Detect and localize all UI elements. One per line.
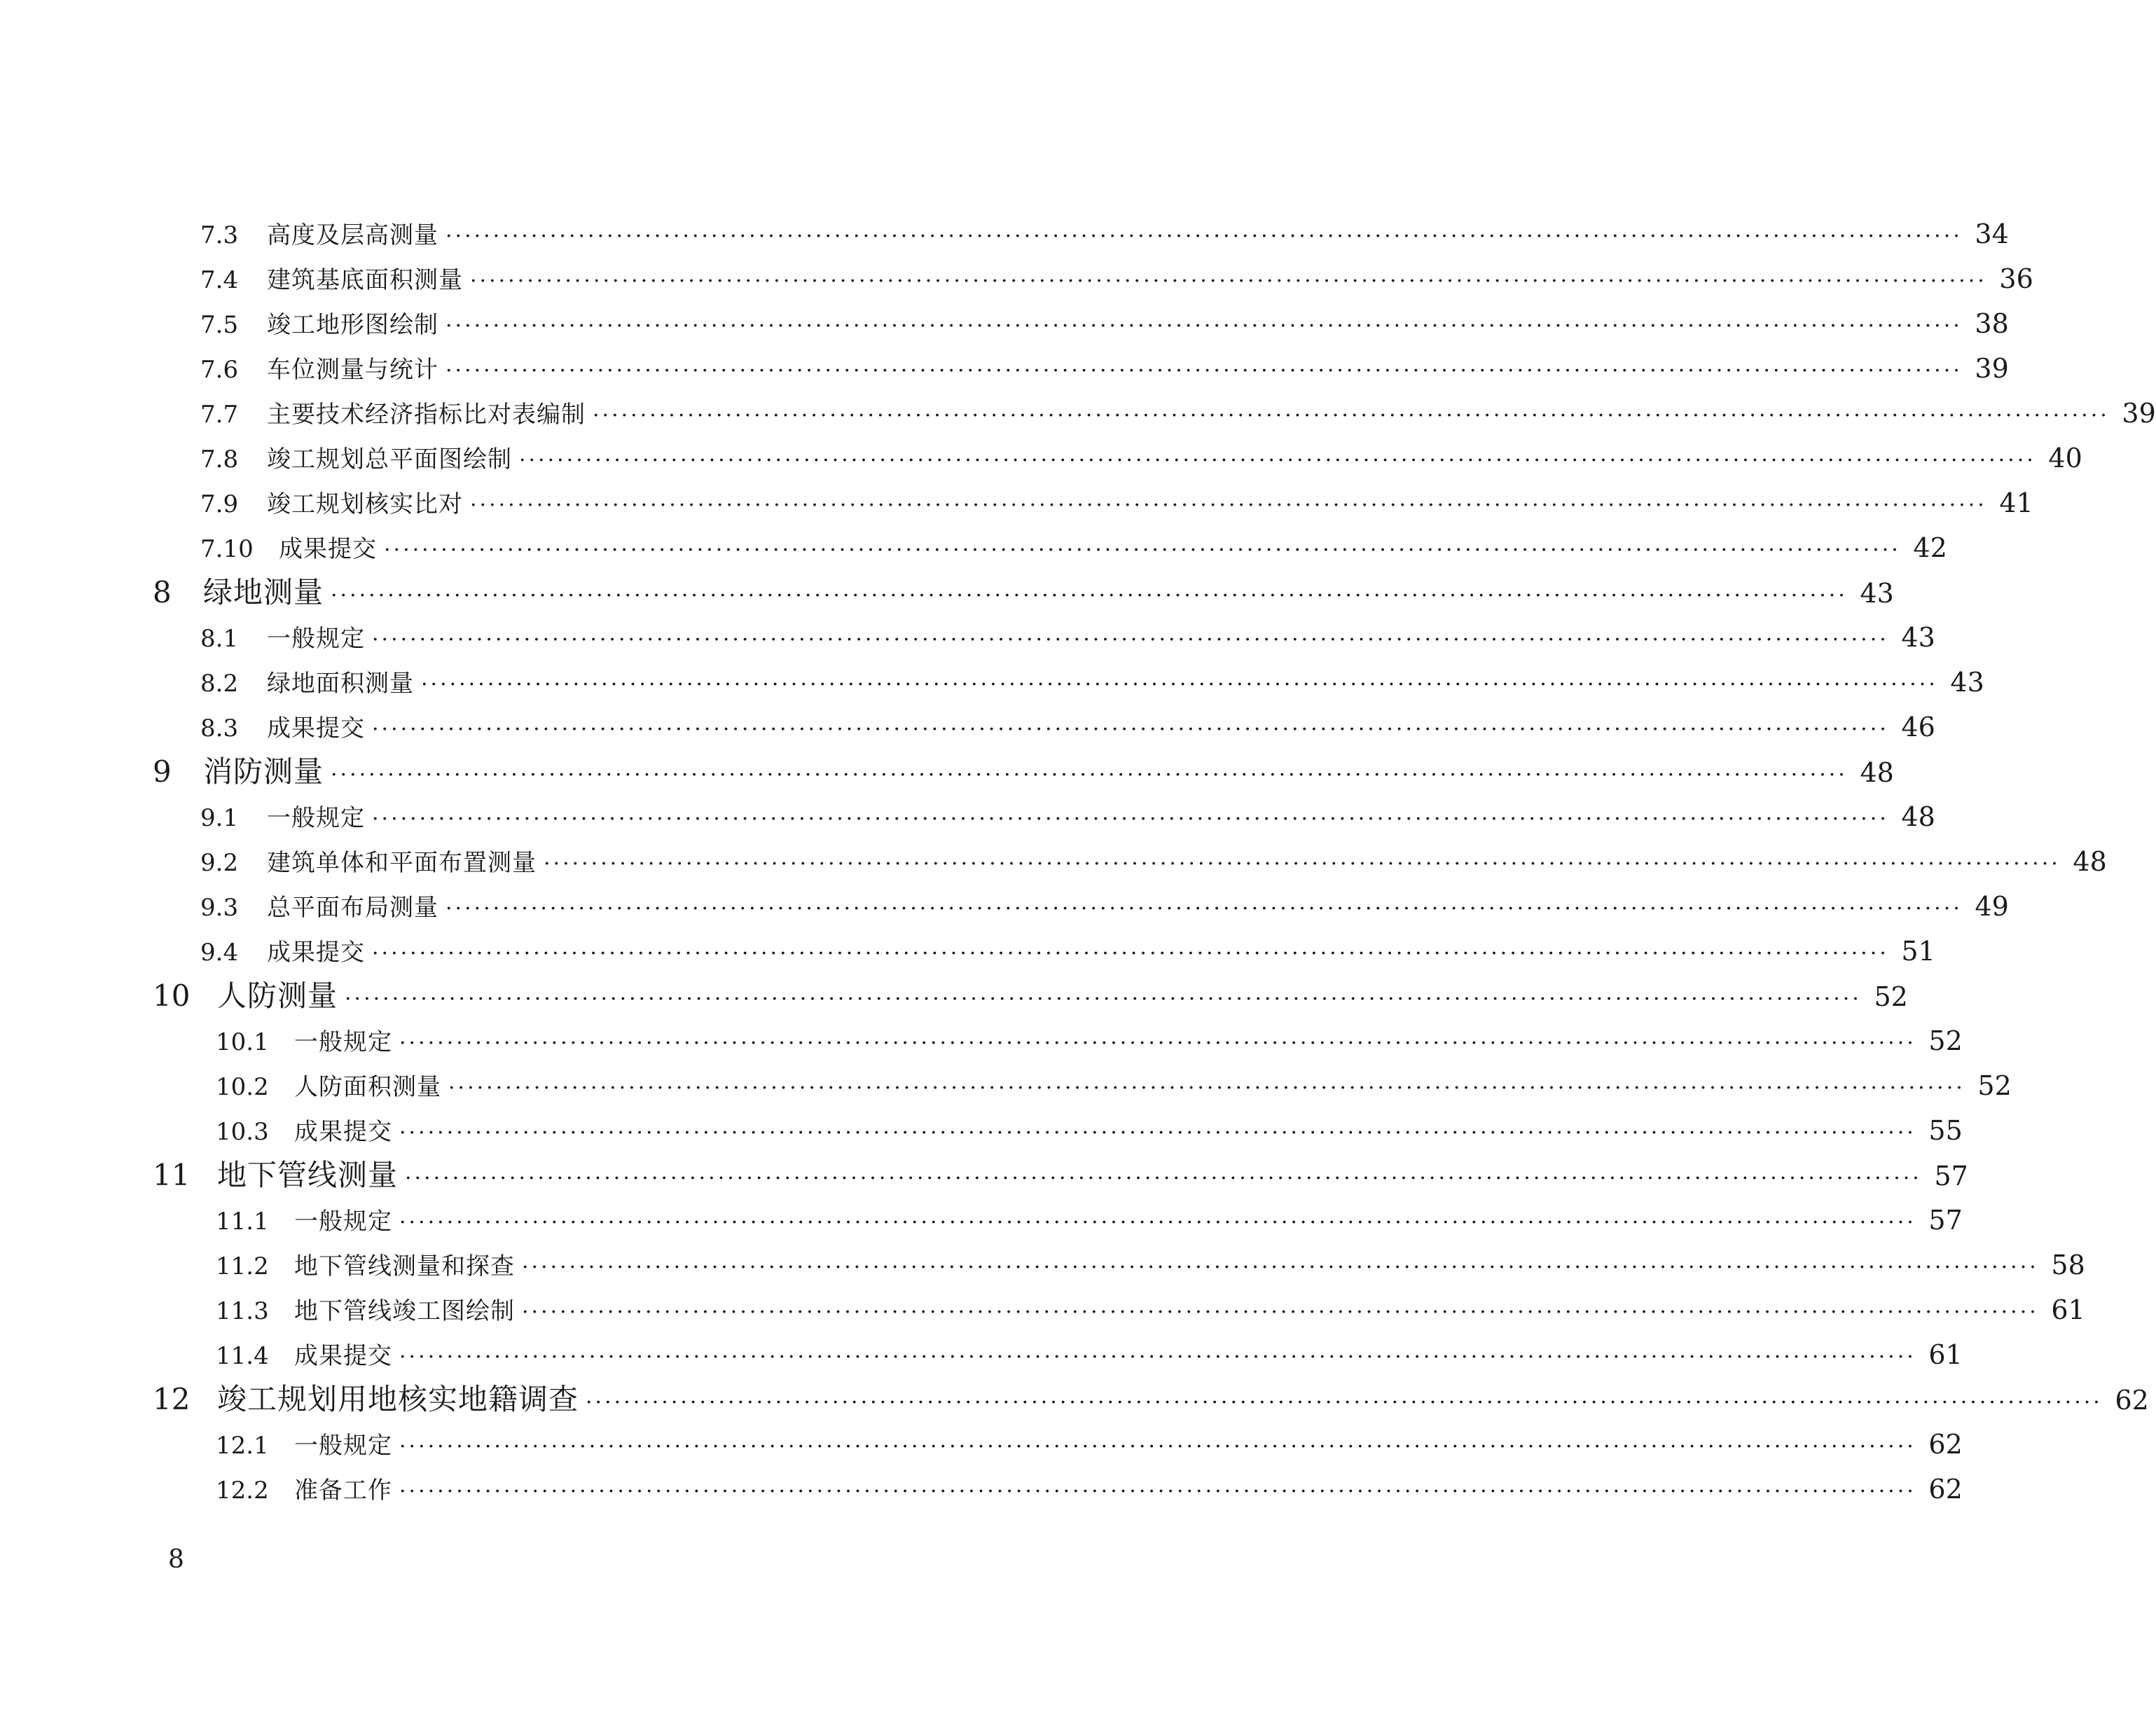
toc-dot-leader: ································································································································································ <box>399 1345 1916 1369</box>
toc-entry-title: 一般规定 <box>267 804 365 832</box>
toc-dot-leader: ································································································································································ <box>384 538 1901 562</box>
toc-entry-number: 8.3 <box>200 714 239 742</box>
toc-entry-title: 地下管线测量 <box>217 1158 399 1192</box>
toc-entry-page: 61 <box>2051 1294 2085 1325</box>
toc-entry-page: 34 <box>1975 219 2009 249</box>
toc-dot-leader: ································································································································································ <box>372 941 1889 966</box>
toc-entry-title: 一般规定 <box>294 1432 392 1460</box>
toc-dot-leader: ································································································································································ <box>372 807 1889 831</box>
toc-entry-title: 高度及层高测量 <box>267 221 438 249</box>
toc-section-entry[interactable] <box>216 1471 1963 1507</box>
toc-entry-number: 11.2 <box>216 1252 269 1280</box>
toc-chapter-entry[interactable] <box>153 1378 2149 1421</box>
toc-entry-page: 36 <box>1999 263 2033 294</box>
toc-entry-number: 11.3 <box>216 1297 269 1325</box>
toc-section-entry[interactable] <box>216 1247 2085 1283</box>
toc-section-entry[interactable] <box>200 530 1947 566</box>
toc-section-entry[interactable] <box>200 261 2033 297</box>
toc-section-entry[interactable] <box>200 440 2082 476</box>
toc-entry-page: 48 <box>2073 846 2107 877</box>
toc-entry-number: 11.4 <box>216 1342 269 1370</box>
toc-dot-leader: ································································································································································ <box>345 987 1862 1011</box>
toc-entry-title: 竣工地形图绘制 <box>267 311 438 339</box>
toc-dot-leader: ································································································································································ <box>399 1479 1916 1504</box>
toc-entry-page: 46 <box>1901 712 1935 742</box>
toc-entry-number: 7.8 <box>200 445 239 474</box>
toc-entry-number: 7.9 <box>200 490 239 518</box>
toc-entry-title: 地下管线测量和探查 <box>294 1252 515 1280</box>
toc-section-entry[interactable] <box>200 664 1984 700</box>
toc-section-entry[interactable] <box>200 305 2009 342</box>
toc-dot-leader: ································································································································································ <box>522 1300 2039 1325</box>
toc-entry-title: 地下管线竣工图绘制 <box>294 1297 515 1325</box>
toc-entry-number: 10 <box>153 979 191 1013</box>
toc-chapter-entry[interactable] <box>153 572 1894 614</box>
toc-entry-number: 7.7 <box>200 401 239 429</box>
toc-chapter-entry[interactable] <box>153 1154 1968 1196</box>
toc-entry-number: 7.5 <box>200 311 239 339</box>
toc-entry-page: 43 <box>1860 578 1894 609</box>
toc-entry-title: 成果提交 <box>294 1342 392 1370</box>
toc-entry-title: 人防面积测量 <box>294 1073 441 1101</box>
toc-section-entry[interactable] <box>200 933 1935 969</box>
toc-entry-page: 38 <box>1975 308 2009 339</box>
toc-section-entry[interactable] <box>200 799 1935 835</box>
toc-dot-leader: ································································································································································ <box>445 897 1963 921</box>
toc-section-entry[interactable] <box>216 1426 1963 1463</box>
toc-entry-title: 消防测量 <box>203 754 324 789</box>
toc-entry-title: 一般规定 <box>294 1028 392 1056</box>
toc-entry-title: 一般规定 <box>267 625 365 653</box>
toc-entry-page: 40 <box>2048 443 2082 474</box>
toc-entry-number: 8 <box>153 575 172 609</box>
toc-entry-number: 7.6 <box>200 356 239 384</box>
toc-dot-leader: ································································································································································ <box>470 269 1987 293</box>
toc-entry-title: 总平面布局测量 <box>267 894 438 922</box>
page-number: 8 <box>168 1545 184 1574</box>
toc-entry-title: 人防测量 <box>217 979 338 1013</box>
toc-entry-number: 10.3 <box>216 1118 269 1146</box>
toc-entry-page: 52 <box>1928 1025 1963 1056</box>
toc-entry-page: 58 <box>2051 1250 2085 1280</box>
toc-dot-leader: ································································································································································ <box>405 1166 1922 1191</box>
toc-dot-leader: ································································································································································ <box>445 224 1963 249</box>
toc-entry-title: 绿地面积测量 <box>267 670 414 698</box>
toc-entry-title: 绿地测量 <box>203 575 324 609</box>
toc-entry-title: 竣工规划核实比对 <box>267 490 463 518</box>
toc-entry-page: 57 <box>1934 1161 1968 1191</box>
toc-dot-leader: ································································································································································ <box>372 717 1889 742</box>
toc-entry-number: 7.4 <box>200 266 239 294</box>
toc-section-entry[interactable] <box>216 1112 1963 1149</box>
toc-dot-leader: ································································································································································ <box>399 1435 1916 1459</box>
toc-dot-leader: ································································································································································ <box>421 672 1938 697</box>
toc-section-entry[interactable] <box>200 350 2009 387</box>
toc-entry-page: 39 <box>1975 353 2009 384</box>
toc-dot-leader: ································································································································································ <box>593 403 2110 428</box>
toc-section-entry[interactable] <box>200 395 2156 431</box>
toc-dot-leader: ································································································································································ <box>470 493 1987 518</box>
toc-dot-leader: ································································································································································ <box>399 1031 1916 1056</box>
toc-dot-leader: ································································································································································ <box>399 1210 1916 1235</box>
toc-entry-number: 7.3 <box>200 221 239 249</box>
toc-dot-leader: ································································································································································ <box>445 359 1963 383</box>
toc-section-entry[interactable] <box>200 619 1935 656</box>
toc-entry-page: 49 <box>1975 891 2009 922</box>
toc-entry-number: 12.1 <box>216 1432 269 1460</box>
toc-entry-page: 39 <box>2122 398 2156 429</box>
toc-section-entry[interactable] <box>216 1292 2085 1328</box>
toc-entry-number: 9.4 <box>200 939 239 967</box>
toc-entry-page: 52 <box>1977 1070 2012 1101</box>
toc-entry-number: 9 <box>153 754 172 789</box>
toc-entry-title: 主要技术经济指标比对表编制 <box>267 401 586 429</box>
toc-entry-page: 52 <box>1874 981 1908 1012</box>
toc-dot-leader: ································································································································································ <box>448 1076 1965 1100</box>
toc-entry-number: 9.2 <box>200 849 239 877</box>
toc-section-entry[interactable] <box>200 485 2033 521</box>
toc-entry-number: 12.2 <box>216 1477 269 1505</box>
toc-section-entry[interactable] <box>216 1067 2012 1104</box>
toc-entry-page: 41 <box>1999 488 2033 518</box>
toc-entry-page: 48 <box>1860 757 1894 788</box>
toc-section-entry[interactable] <box>200 888 2009 925</box>
toc-entry-number: 10.1 <box>216 1028 269 1056</box>
toc-dot-leader: ································································································································································ <box>372 628 1889 652</box>
toc-entry-title: 成果提交 <box>279 535 377 563</box>
toc-entry-title: 竣工规划总平面图绘制 <box>267 445 512 474</box>
toc-section-entry[interactable] <box>200 216 2009 252</box>
toc-entry-number: 11.1 <box>216 1208 269 1236</box>
toc-chapter-entry[interactable] <box>153 975 1908 1017</box>
toc-entry-number: 8.1 <box>200 625 239 653</box>
toc-dot-leader: ································································································································································ <box>331 763 1848 787</box>
toc-entry-page: 48 <box>1901 801 1935 832</box>
toc-entry-page: 51 <box>1901 936 1935 967</box>
toc-entry-title: 一般规定 <box>294 1208 392 1236</box>
toc-entry-title: 车位测量与统计 <box>267 356 438 384</box>
toc-dot-leader: ································································································································································ <box>399 1121 1916 1145</box>
toc-dot-leader: ································································································································································ <box>445 314 1963 338</box>
toc-entry-page: 62 <box>1928 1474 1963 1505</box>
toc-entry-number: 10.2 <box>216 1073 269 1101</box>
toc-entry-number: 11 <box>153 1158 191 1192</box>
toc-dot-leader: ································································································································································ <box>586 1390 2103 1415</box>
toc-entry-page: 43 <box>1950 667 1984 698</box>
toc-dot-leader: ································································································································································ <box>544 852 2061 876</box>
toc-entry-title: 建筑单体和平面布置测量 <box>267 849 537 877</box>
toc-section-entry[interactable] <box>200 709 1935 745</box>
toc-entry-number: 7.10 <box>200 535 254 563</box>
toc-entry-page: 43 <box>1901 622 1935 653</box>
toc-entry-number: 9.3 <box>200 894 239 922</box>
toc-entry-page: 42 <box>1913 532 1947 563</box>
toc-section-entry[interactable] <box>216 1336 1963 1373</box>
toc-entry-page: 62 <box>1928 1429 1963 1460</box>
toc-entry-title: 成果提交 <box>267 939 365 967</box>
toc-entry-number: 12 <box>153 1382 191 1416</box>
toc-entry-title: 竣工规划用地核实地籍调查 <box>217 1382 579 1416</box>
toc-entry-title: 准备工作 <box>294 1477 392 1505</box>
toc-entry-title: 建筑基底面积测量 <box>267 266 463 294</box>
toc-section-entry[interactable] <box>216 1023 1963 1059</box>
toc-entry-number: 9.1 <box>200 804 239 832</box>
toc-dot-leader: ································································································································································ <box>519 448 2036 473</box>
toc-entry-page: 57 <box>1928 1205 1963 1236</box>
toc-dot-leader: ································································································································································ <box>522 1255 2039 1280</box>
toc-section-entry[interactable] <box>216 1202 1963 1238</box>
toc-entry-title: 成果提交 <box>294 1118 392 1146</box>
toc-entry-page: 61 <box>1928 1339 1963 1370</box>
toc-chapter-entry[interactable] <box>153 751 1894 793</box>
toc-entry-number: 8.2 <box>200 670 239 698</box>
toc-entry-title: 成果提交 <box>267 714 365 742</box>
toc-section-entry[interactable] <box>200 843 2107 880</box>
toc-dot-leader: ································································································································································ <box>331 583 1848 608</box>
toc-entry-page: 62 <box>2115 1385 2149 1416</box>
toc-entry-page: 55 <box>1928 1115 1963 1146</box>
